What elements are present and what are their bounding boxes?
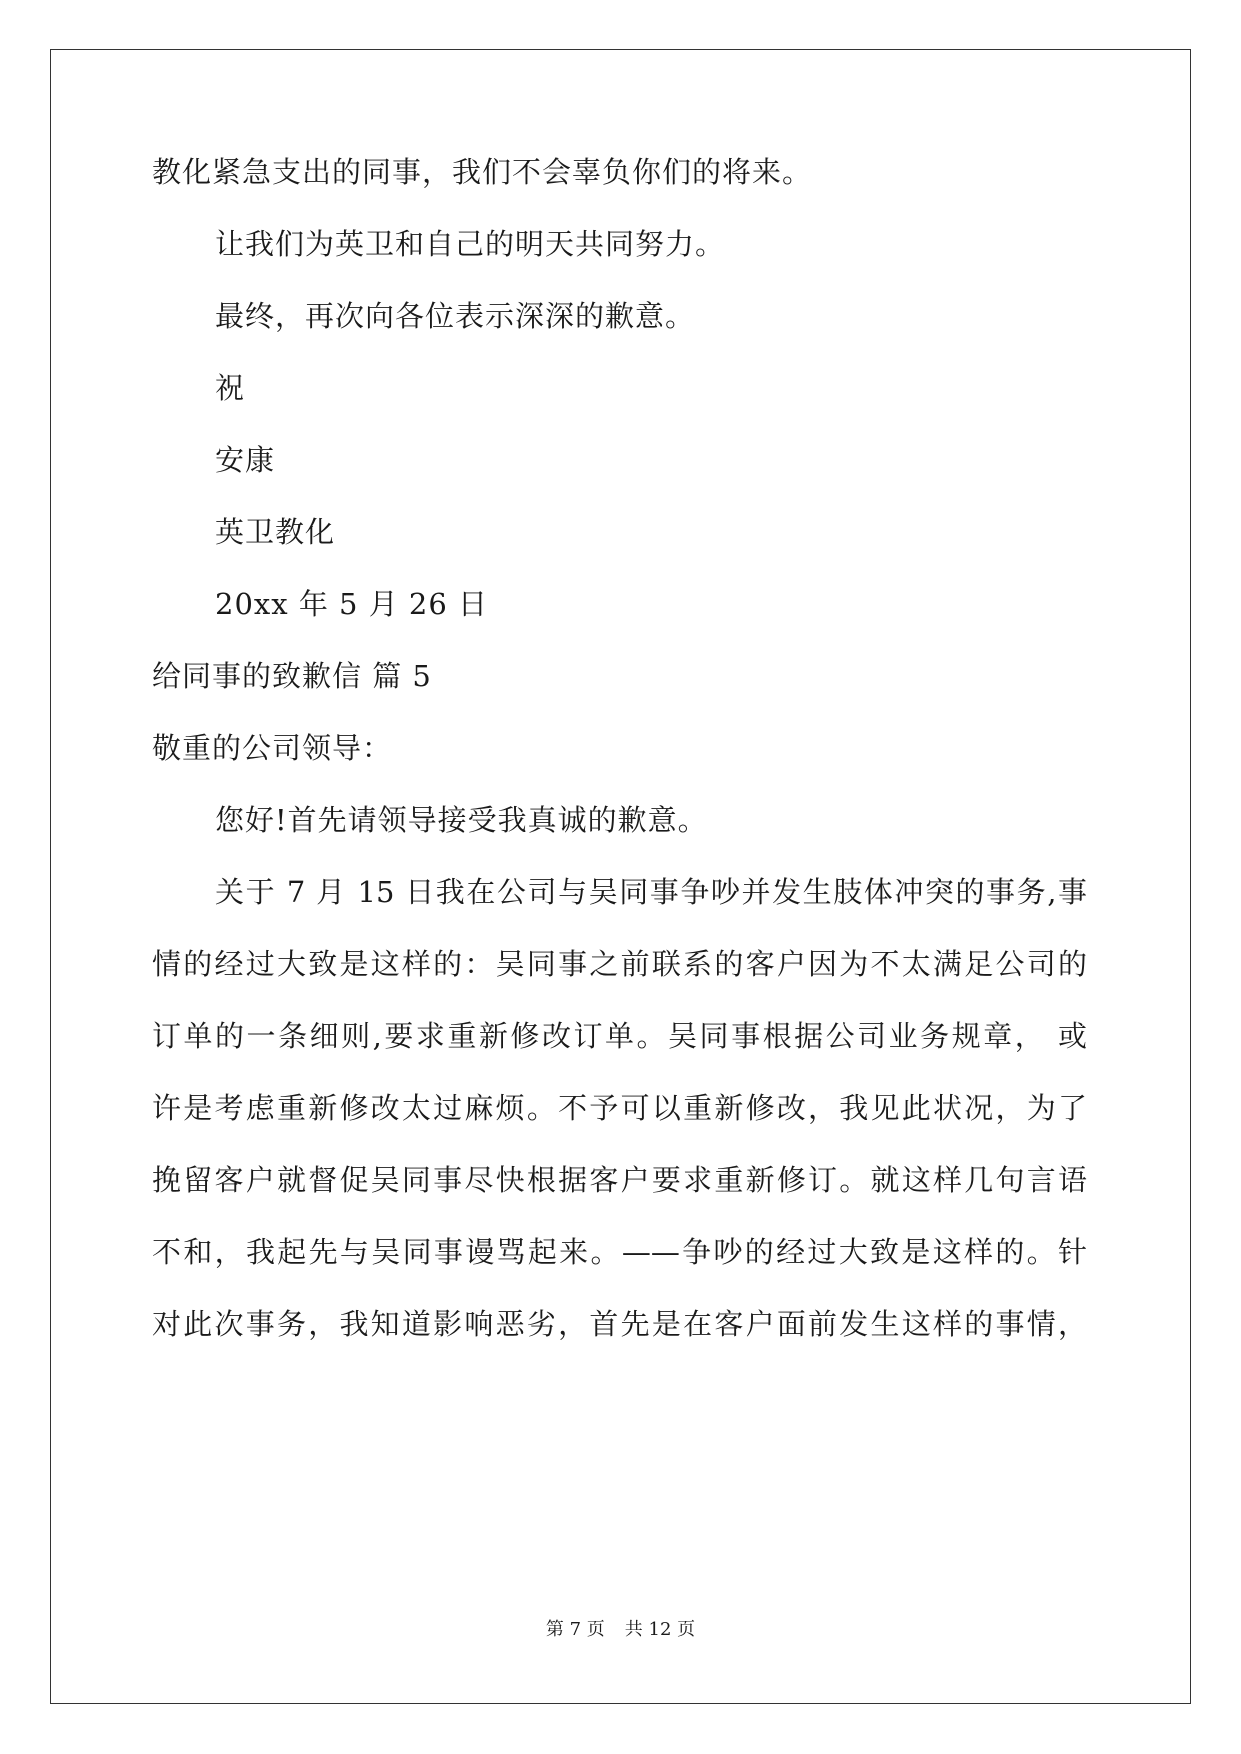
text-line: 挽留客户就督促吴同事尽快根据客户要求重新修订。就这样几句言语 [152,1163,1087,1197]
signature-date: 20xx 年 5 月 26 日 [215,587,489,621]
signature-name: 英卫教化 [215,515,336,549]
text-line: 教化紧急支出的同事，我们不会辜负你们的将来。 [152,155,813,189]
text-line: 情的经过大致是这样的：吴同事之前联系的客户因为不太满足公司的 [152,947,1087,981]
text-line: 订单的一条细则,要求重新修改订单。吴同事根据公司业务规章， 或 [152,1019,1087,1053]
text-line: 让我们为英卫和自己的明天共同努力。 [215,227,726,261]
text-line: 对此次事务，我知道影响恶劣，首先是在客户面前发生这样的事情， [152,1307,1087,1341]
text-line: 许是考虑重新修改太过麻烦。不予可以重新修改，我见此状况，为了 [152,1091,1087,1125]
page-footer [0,1618,1241,1642]
text-line: 关于 7 月 15 日我在公司与吴同事争吵并发生肢体冲突的事务,事 [215,875,1087,909]
page-total: 共 12 页 [624,1619,696,1640]
page-number: 第 7 页 [545,1619,605,1640]
text-line: 不和，我起先与吴同事谩骂起来。——争吵的经过大致是这样的。针 [152,1235,1087,1269]
text-line: 您好!首先请领导接受我真诚的歉意。 [215,803,708,837]
text-line: 最终，再次向各位表示深深的歉意。 [215,299,696,333]
salutation-ankang: 安康 [215,443,276,477]
letter-greeting: 敬重的公司领导： [152,731,393,765]
section-heading: 给同事的致歉信 篇 5 [152,659,432,693]
salutation-zhu: 祝 [215,371,246,405]
